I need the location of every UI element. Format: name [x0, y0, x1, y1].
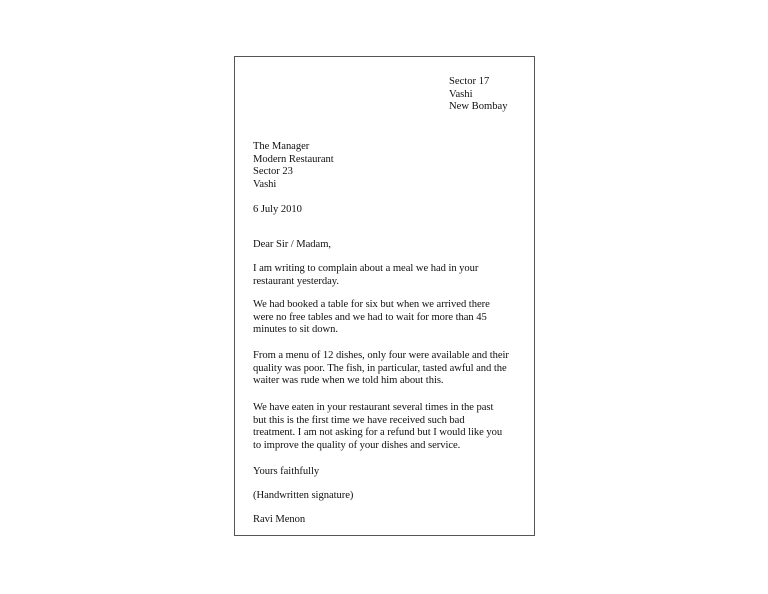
- letter-page: [234, 56, 535, 536]
- paragraph-line: From a menu of 12 dishes, only four were available and their: [253, 350, 509, 361]
- recipient-address-line: Vashi: [253, 178, 277, 190]
- paragraph-line: restaurant yesterday.: [253, 275, 339, 287]
- sender-address: [449, 76, 508, 114]
- signature-note-text: (Handwritten signature): [253, 490, 354, 501]
- sender-address-line: Vashi: [449, 88, 473, 100]
- paragraph: [253, 263, 478, 288]
- sender-address-line: Sector 17: [449, 76, 490, 87]
- paragraph-line: We had booked a table for six but when we arrived there: [253, 299, 490, 310]
- paragraph-line: were no free tables and we had to wait for more than 45: [253, 311, 487, 323]
- paragraph-line: quality was poor. The fish, in particular, tasted awful and the: [253, 362, 507, 374]
- recipient-address: [253, 141, 334, 191]
- closing-text: Yours faithfully: [253, 466, 320, 477]
- paragraph-line: treatment. I am not asking for a refund but I would like you: [253, 427, 503, 438]
- sender-address-line: New Bombay: [449, 101, 508, 112]
- paragraph-line: to improve the quality of your dishes and service.: [253, 439, 461, 451]
- signature-note: [253, 490, 353, 503]
- paragraph-line: We have eaten in your restaurant several times in the past: [253, 402, 494, 413]
- sender-name-text: Ravi Menon: [253, 514, 306, 525]
- recipient-address-line: The Manager: [253, 141, 310, 152]
- paragraph-line: waiter was rude when we told him about this.: [253, 375, 444, 386]
- salutation: [253, 239, 331, 252]
- paragraph: [253, 350, 509, 388]
- date-text: 6 July 2010: [253, 204, 302, 215]
- paragraph-line: but this is the first time we have received such bad: [253, 414, 465, 426]
- paragraph-line: I am writing to complain about a meal we had in your: [253, 263, 479, 274]
- sender-name: [253, 514, 305, 527]
- paragraph: [253, 299, 490, 337]
- paragraph-line: minutes to sit down.: [253, 324, 338, 335]
- recipient-address-line: Sector 23: [253, 166, 293, 177]
- recipient-address-line: Modern Restaurant: [253, 153, 334, 165]
- closing: [253, 466, 319, 479]
- salutation-text: Dear Sir / Madam,: [253, 239, 331, 250]
- paragraph: [253, 402, 502, 452]
- letter-date: [253, 204, 302, 217]
